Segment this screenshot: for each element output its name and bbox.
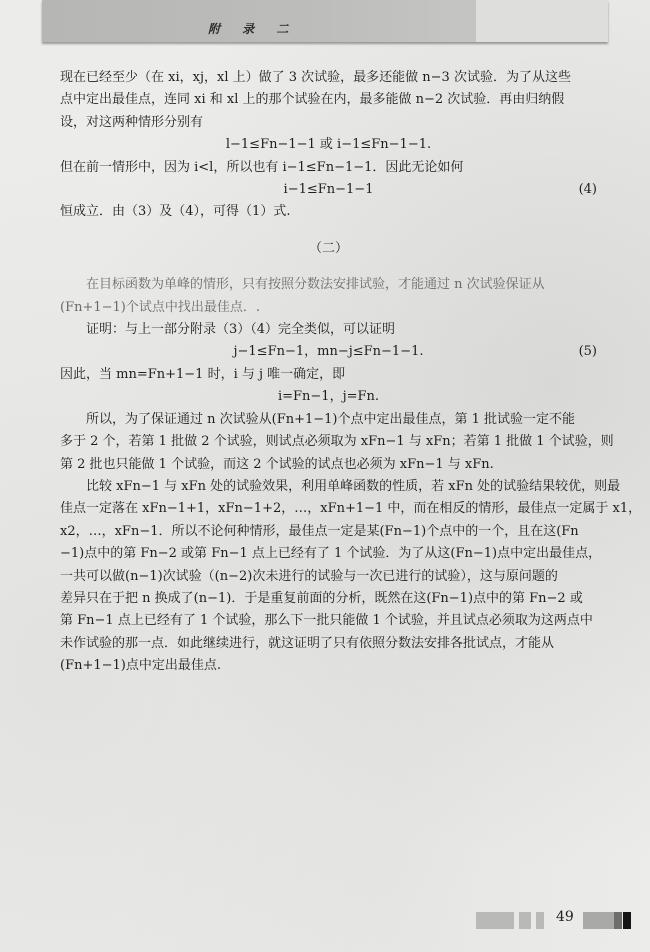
body-line: x2，…，xFn−1．所以不论何种情形，最佳点一定是某(Fn−1)个点中的一个，且在这(Fn: [60, 523, 579, 539]
body-line: 所以，为了保证通过 n 次试验从(Fn+1−1)个点中定出最佳点，第 1 批试验一定不能: [86, 411, 576, 427]
body-line: 恒成立．由（3）及（4），可得（1）式.: [60, 204, 291, 220]
equation: j−1≤Fn−1，mn−j≤Fn−1−1.: [233, 344, 424, 360]
body-line: 第 2 批也只能做 1 个试验，而这 2 个试验的试点也必须为 xFn−1 与 xFn.: [60, 456, 494, 472]
footer-block: [536, 912, 544, 929]
body-line: 未作试验的那一点．如此继续进行，就这证明了只有依照分数法安排各批试点，才能从: [60, 635, 555, 651]
body-line: 但在前一情形中，因为 i<l，所以也有 i−1≤Fn−1−1．因此无论如何: [60, 159, 464, 175]
body-line: 现在已经至少（在 xi，xj，xl 上）做了 3 次试验，最多还能做 n−3 次试验．为了从这些: [60, 70, 571, 85]
body-line: (Fn+1−1)点中定出最佳点.: [60, 658, 221, 674]
header-light-segment: [476, 0, 608, 42]
section-title: （二）: [308, 240, 348, 256]
proof-intro: 证明：与上一部分附录（3）（4）完全类似，可以证明: [86, 322, 396, 338]
footer-decoration: [0, 912, 650, 929]
footer-block: [623, 912, 631, 929]
theorem-line: (Fn+1−1)个试点中找出最佳点．.: [60, 299, 260, 315]
footer-block: [614, 912, 622, 929]
equation-number: (5): [578, 344, 597, 360]
footer-block: [583, 912, 614, 929]
header-title: 附 录 二: [208, 22, 298, 36]
equation-row: [60, 341, 597, 363]
page-body: [60, 67, 642, 678]
body-line: 一共可以做(n−1)次试验（(n−2)次未进行的试验与一次已进行的试验），这与原问题的: [60, 568, 558, 584]
body-line: 第 Fn−1 点上已经有了 1 个试验，那么下一批只能做 1 个试验，并且试点必须取为这两点中: [60, 613, 593, 629]
theorem-line: 在目标函数为单峰的情形，只有按照分数法安排试验，才能通过 n 次试验保证从: [86, 277, 545, 293]
running-header: [42, 0, 608, 42]
equation: i−1≤Fn−1−1: [283, 182, 374, 198]
body-line: −1)点中的第 Fn−2 或第 Fn−1 点上已经有了 1 个试验．为了从这(Fn−1)点中定出最佳点，: [60, 546, 602, 562]
body-line: 设，对这两种情形分别有: [60, 114, 204, 130]
body-line: 佳点一定落在 xFn−1+1，xFn−1+2，…，xFn+1−1 中，而在相反的情形，最佳点一定属于 x1，: [60, 501, 642, 517]
equation-row: [60, 179, 597, 201]
equation-number: (4): [578, 182, 597, 198]
body-line: 因此，当 mn=Fn+1−1 时，i 与 j 唯一确定，即: [60, 366, 346, 382]
equation: l−1≤Fn−1−1 或 i−1≤Fn−1−1.: [225, 137, 432, 153]
footer-block: [476, 912, 514, 929]
page-number: 49: [556, 909, 574, 925]
equation: i=Fn−1，j=Fn.: [277, 389, 380, 405]
body-line: 点中定出最佳点，连同 xi 和 xl 上的那个试验在内，最多能做 n−2 次试验．再由归纳假: [60, 92, 565, 108]
body-line: 差异只在于把 n 换成了(n−1)．于是重复前面的分析，既然在这(Fn−1)点中的第 Fn−2 或: [60, 590, 583, 606]
body-line: 比较 xFn−1 与 xFn 处的试验效果，利用单峰函数的性质，若 xFn 处的试验结果较优，则最: [86, 478, 621, 494]
footer-block: [519, 912, 531, 929]
body-line: 多于 2 个，若第 1 批做 2 个试验，则试点必须取为 xFn−1 与 xFn；若第 1 批做 1 个试验，则: [60, 434, 614, 450]
